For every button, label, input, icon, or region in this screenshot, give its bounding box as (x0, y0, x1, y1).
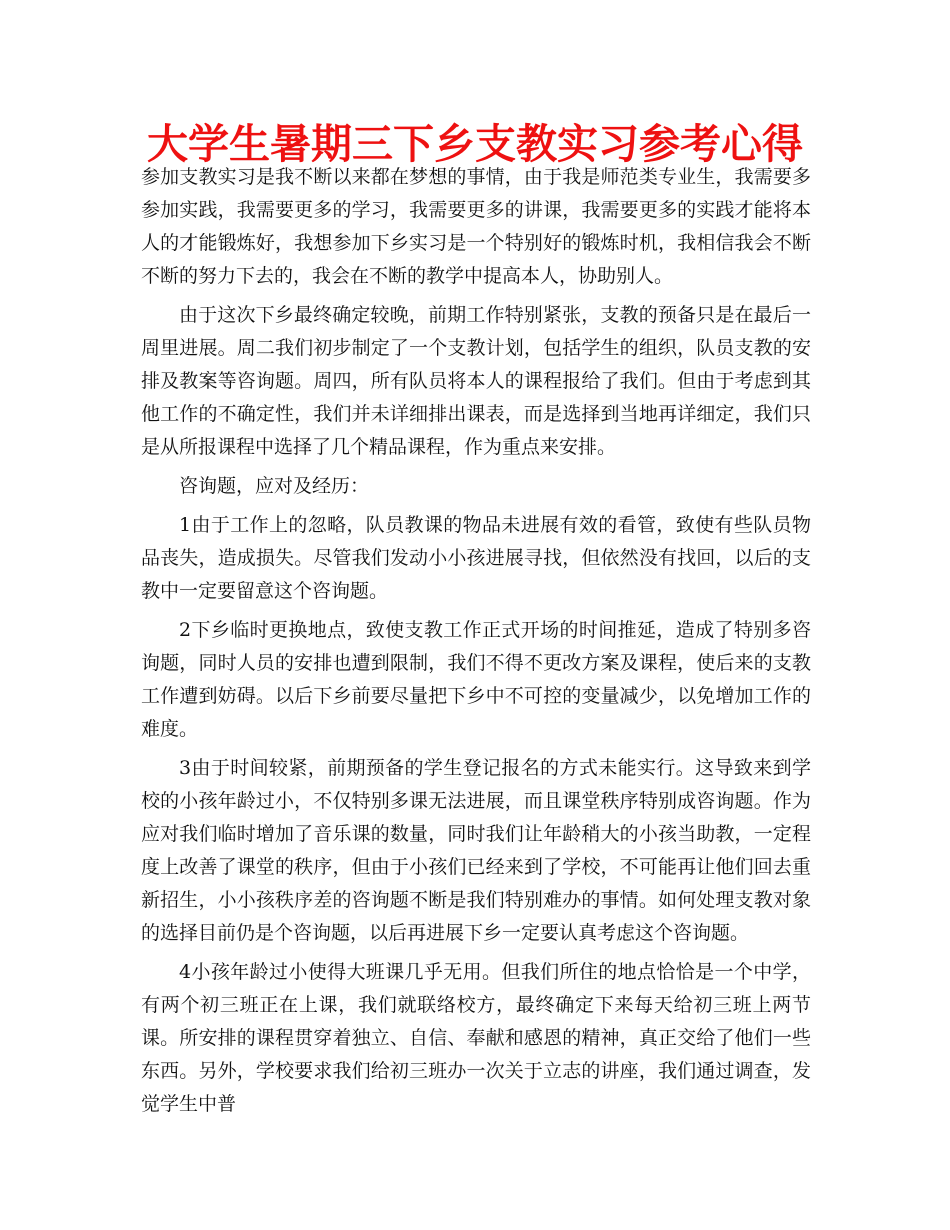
paragraph-item-4: 4小孩年龄过小使得大班课几乎无用。但我们所住的地点恰恰是一个中学，有两个初三班正在上课，我们就联络校方，最终确定下来每天给初三班上两节课。所安排的课程贯穿着独立、自信、奉献和感恩的精神，真正交给了他们一些东西。另外，学校要求我们给初三班办一次关于立志的讲座，我们通过调查，发觉学生中普 (141, 961, 811, 1115)
paragraph-intro: 参加支教实习是我不断以来都在梦想的事情，由于我是师范类专业生，我需要多参加实践，我需要更多的学习，我需要更多的讲课，我需要更多的实践才能将本人的才能锻炼好，我想参加下乡实习是一个特别好的锻炼时机，我相信我会不断不断的努力下去的，我会在不断的教学中提高本人，协助别人。 (141, 166, 811, 287)
paragraph-item-1: 1由于工作上的忽略，队员教课的物品未进展有效的看管，致使有些队员物品丧失，造成损失。尽管我们发动小小孩进展寻找，但依然没有找回，以后的支教中一定要留意这个咨询题。 (141, 514, 811, 602)
paragraph-preparation: 由于这次下乡最终确定较晚，前期工作特别紧张，支教的预备只是在最后一周里进展。周二我们初步制定了一个支教计划，包括学生的组织，队员支教的安排及教案等咨询题。周四，所有队员将本人的课程报给了我们。但由于考虑到其他工作的不确定性，我们并未详细排出课表，而是选择到当地再详细定，我们只是从所报课程中选择了几个精品课程，作为重点来安排。 (141, 304, 811, 458)
paragraph-item-3: 3由于时间较紧，前期预备的学生登记报名的方式未能实行。这导致来到学校的小孩年龄过小，不仅特别多课无法进展，而且课堂秩序特别成咨询题。作为应对我们临时增加了音乐课的数量，同时我们让年龄稍大的小孩当助教，一定程度上改善了课堂的秩序，但由于小孩们已经来到了学校，不可能再让他们回去重新招生，小小孩秩序差的咨询题不断是我们特别难办的事情。如何处理支教对象的选择目前仍是个咨询题，以后再进展下乡一定要认真考虑这个咨询题。 (141, 757, 811, 944)
document-body (141, 161, 811, 1127)
paragraph-item-2: 2下乡临时更换地点，致使支教工作正式开场的时间推延，造成了特别多咨询题，同时人员的安排也遭到限制，我们不得不更改方案及课程，使后来的支教工作遭到妨碍。以后下乡前要尽量把下乡中不可控的变量减少，以免增加工作的难度。 (141, 619, 811, 740)
paragraph-problems-heading: 咨询题，应对及经历： (179, 475, 370, 497)
page-title: 大学生暑期三下乡支教实习参考心得 (147, 120, 803, 168)
